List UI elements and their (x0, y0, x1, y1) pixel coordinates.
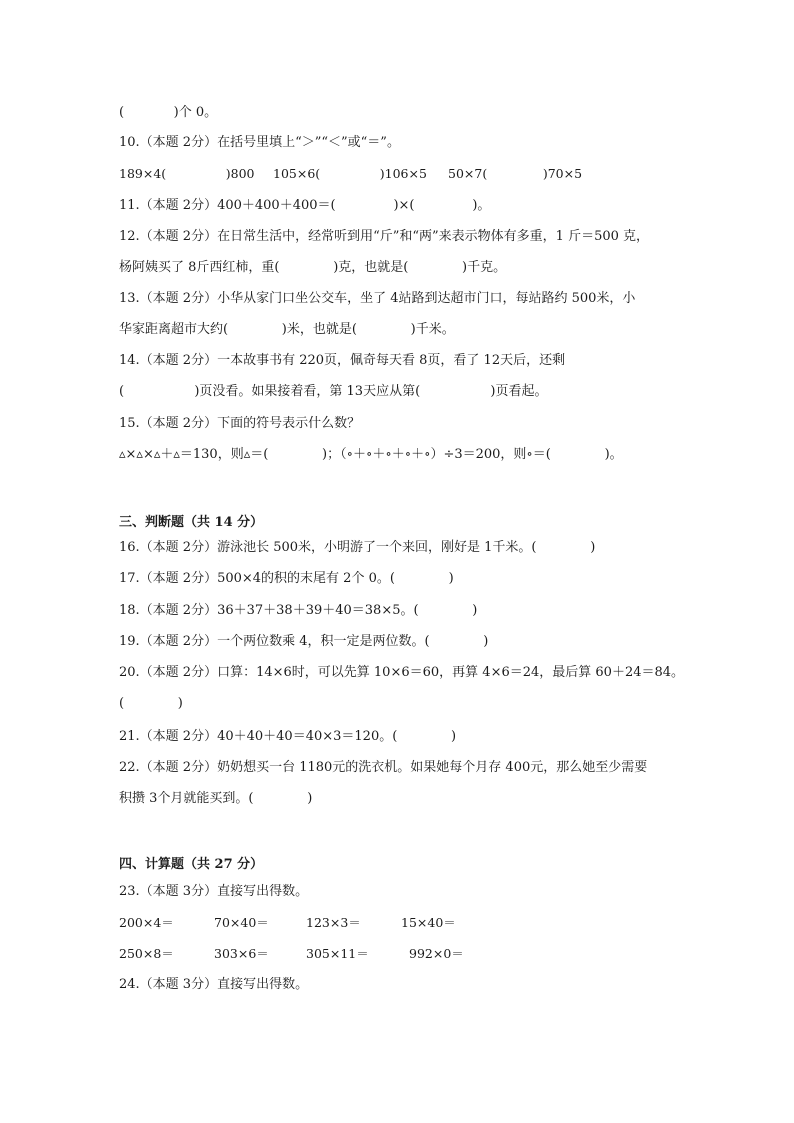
q23-item: 992×0＝ (409, 946, 464, 961)
q10-stem: 10.（本题 2分）在括号里填上“＞”“＜”或“＝”。 (119, 135, 400, 150)
q23-item: 250×8＝ (119, 946, 174, 961)
q12-line2: 杨阿姨买了 8斤西红柿，重( )克，也就是( )千克。 (119, 260, 507, 275)
q15-symbols: ▵×▵×▵＋▵＝130，则▵＝( )；（∘＋∘＋∘＋∘＋∘）÷3＝200，则∘＝( )。 (119, 447, 623, 462)
q10-item-1: 189×4( )800 (119, 166, 255, 181)
q13-line2: 华家距离超市大约( )米，也就是( )千米。 (119, 322, 455, 337)
q22-line2: 积攒 3个月就能买到。( ) (119, 791, 313, 806)
q23-item: 305×11＝ (306, 946, 369, 961)
q13-line1: 13.（本题 2分）小华从家门口坐公交车，坐了 4站路到达超市门口，每站路约 500米，小 (119, 291, 636, 306)
section-3-heading: 三、判断题（共 14 分） (119, 515, 264, 530)
q14-line1: 14.（本题 2分）一本故事书有 220页，佩奇每天看 8页，看了 12天后，还剩 (119, 353, 566, 368)
q24-stem: 24.（本题 3分）直接写出得数。 (119, 977, 309, 992)
q19: 19.（本题 2分）一个两位数乘 4，积一定是两位数。( ) (119, 634, 489, 649)
section-4-heading: 四、计算题（共 27 分） (119, 857, 264, 872)
q23-item: 200×4＝ (119, 915, 174, 930)
q23-item: 70×40＝ (214, 915, 269, 930)
q14-line2: ( )页没看。如果接着看，第 13天应从第( )页看起。 (119, 384, 548, 399)
q10-item-2: 105×6( )106×5 (273, 166, 427, 181)
q23-item: 303×6＝ (214, 946, 269, 961)
q20-line2: ( ) (119, 696, 183, 711)
q10-item-3: 50×7( )70×5 (448, 166, 583, 181)
q23-item: 15×40＝ (401, 915, 456, 930)
q23-stem: 23.（本题 3分）直接写出得数。 (119, 884, 309, 899)
q22-line1: 22.（本题 2分）奶奶想买一台 1180元的洗衣机。如果她每个月存 400元，那么她至少需要 (119, 760, 648, 775)
q15-stem: 15.（本题 2分）下面的符号表示什么数？ (119, 416, 361, 431)
q11: 11.（本题 2分）400＋400＋400＝( )×( )。 (119, 198, 491, 213)
q9-tail: ( )个 0。 (119, 105, 218, 120)
q18: 18.（本题 2分）36＋37＋38＋39＋40＝38×5。( ) (119, 603, 478, 618)
q16: 16.（本题 2分）游泳池长 500米，小明游了一个来回，刚好是 1千米。( ) (119, 540, 596, 555)
q23-item: 123×3＝ (306, 915, 361, 930)
q20-line1: 20.（本题 2分）口算：14×6时，可以先算 10×6＝60，再算 4×6＝24，最后算 60＋24＝84。 (119, 665, 685, 680)
q12-line1: 12.（本题 2分）在日常生活中，经常听到用“斤”和“两”来表示物体有多重，1 斤＝500 克， (119, 229, 650, 244)
q21: 21.（本题 2分）40＋40＋40＝40×3＝120。( ) (119, 729, 457, 744)
q17: 17.（本题 2分）500×4的积的末尾有 2个 0。( ) (119, 571, 454, 586)
